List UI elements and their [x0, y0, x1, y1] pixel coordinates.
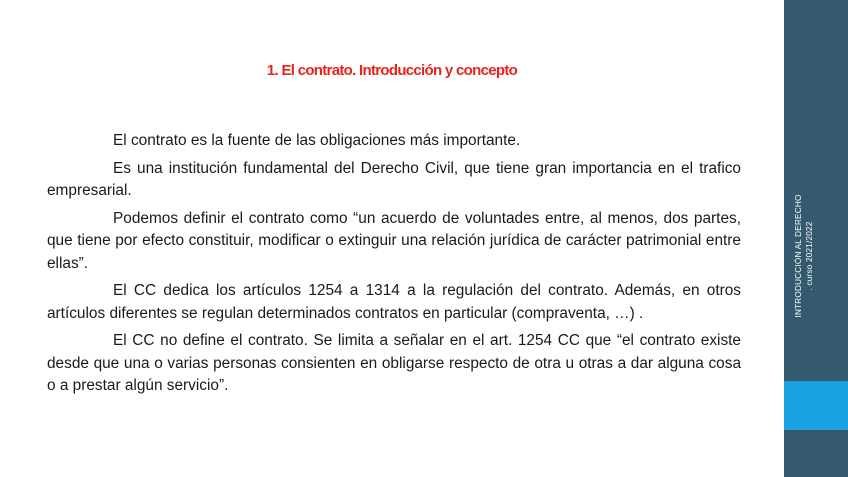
paragraph-3: Podemos definir el contrato como “un acuerdo de voluntades entre, al menos, dos partes, que tiene por efecto constituir, modificar o extinguir una relación jurídica de carácter patrimonial entre ellas”.: [47, 209, 741, 272]
sidebar-course-label: [793, 166, 829, 346]
paragraph-5: El CC no define el contrato. Se limita a señalar en el art. 1254 CC que “el contrato existe desde que una o varias personas consienten en obligarse respecto de otra u otras a dar alguna cosa o a prestar algún servicio”.: [47, 332, 741, 394]
paragraph-2: Es una institución fundamental del Derecho Civil, que tiene gran importancia en el trafico empresarial.: [47, 159, 741, 199]
paragraph-4: El CC dedica los artículos 1254 a 1314 a la regulación del contrato. Además, en otros artículos diferentes se regulan determinados contratos en particular (compraventa, …) .: [47, 282, 741, 322]
paragraph-1: El contrato es la fuente de las obligaciones más importante.: [113, 132, 521, 149]
course-year: . curso 2021/2022: [805, 221, 814, 291]
slide-body: [47, 130, 741, 398]
sidebar-band: [784, 0, 848, 477]
slide-title: 1. El contrato. Introducción y concepto: [266, 62, 518, 79]
course-name: INTRODUCCIÓN AL DERECHO: [794, 194, 803, 318]
sidebar-accent-block: [784, 381, 848, 430]
